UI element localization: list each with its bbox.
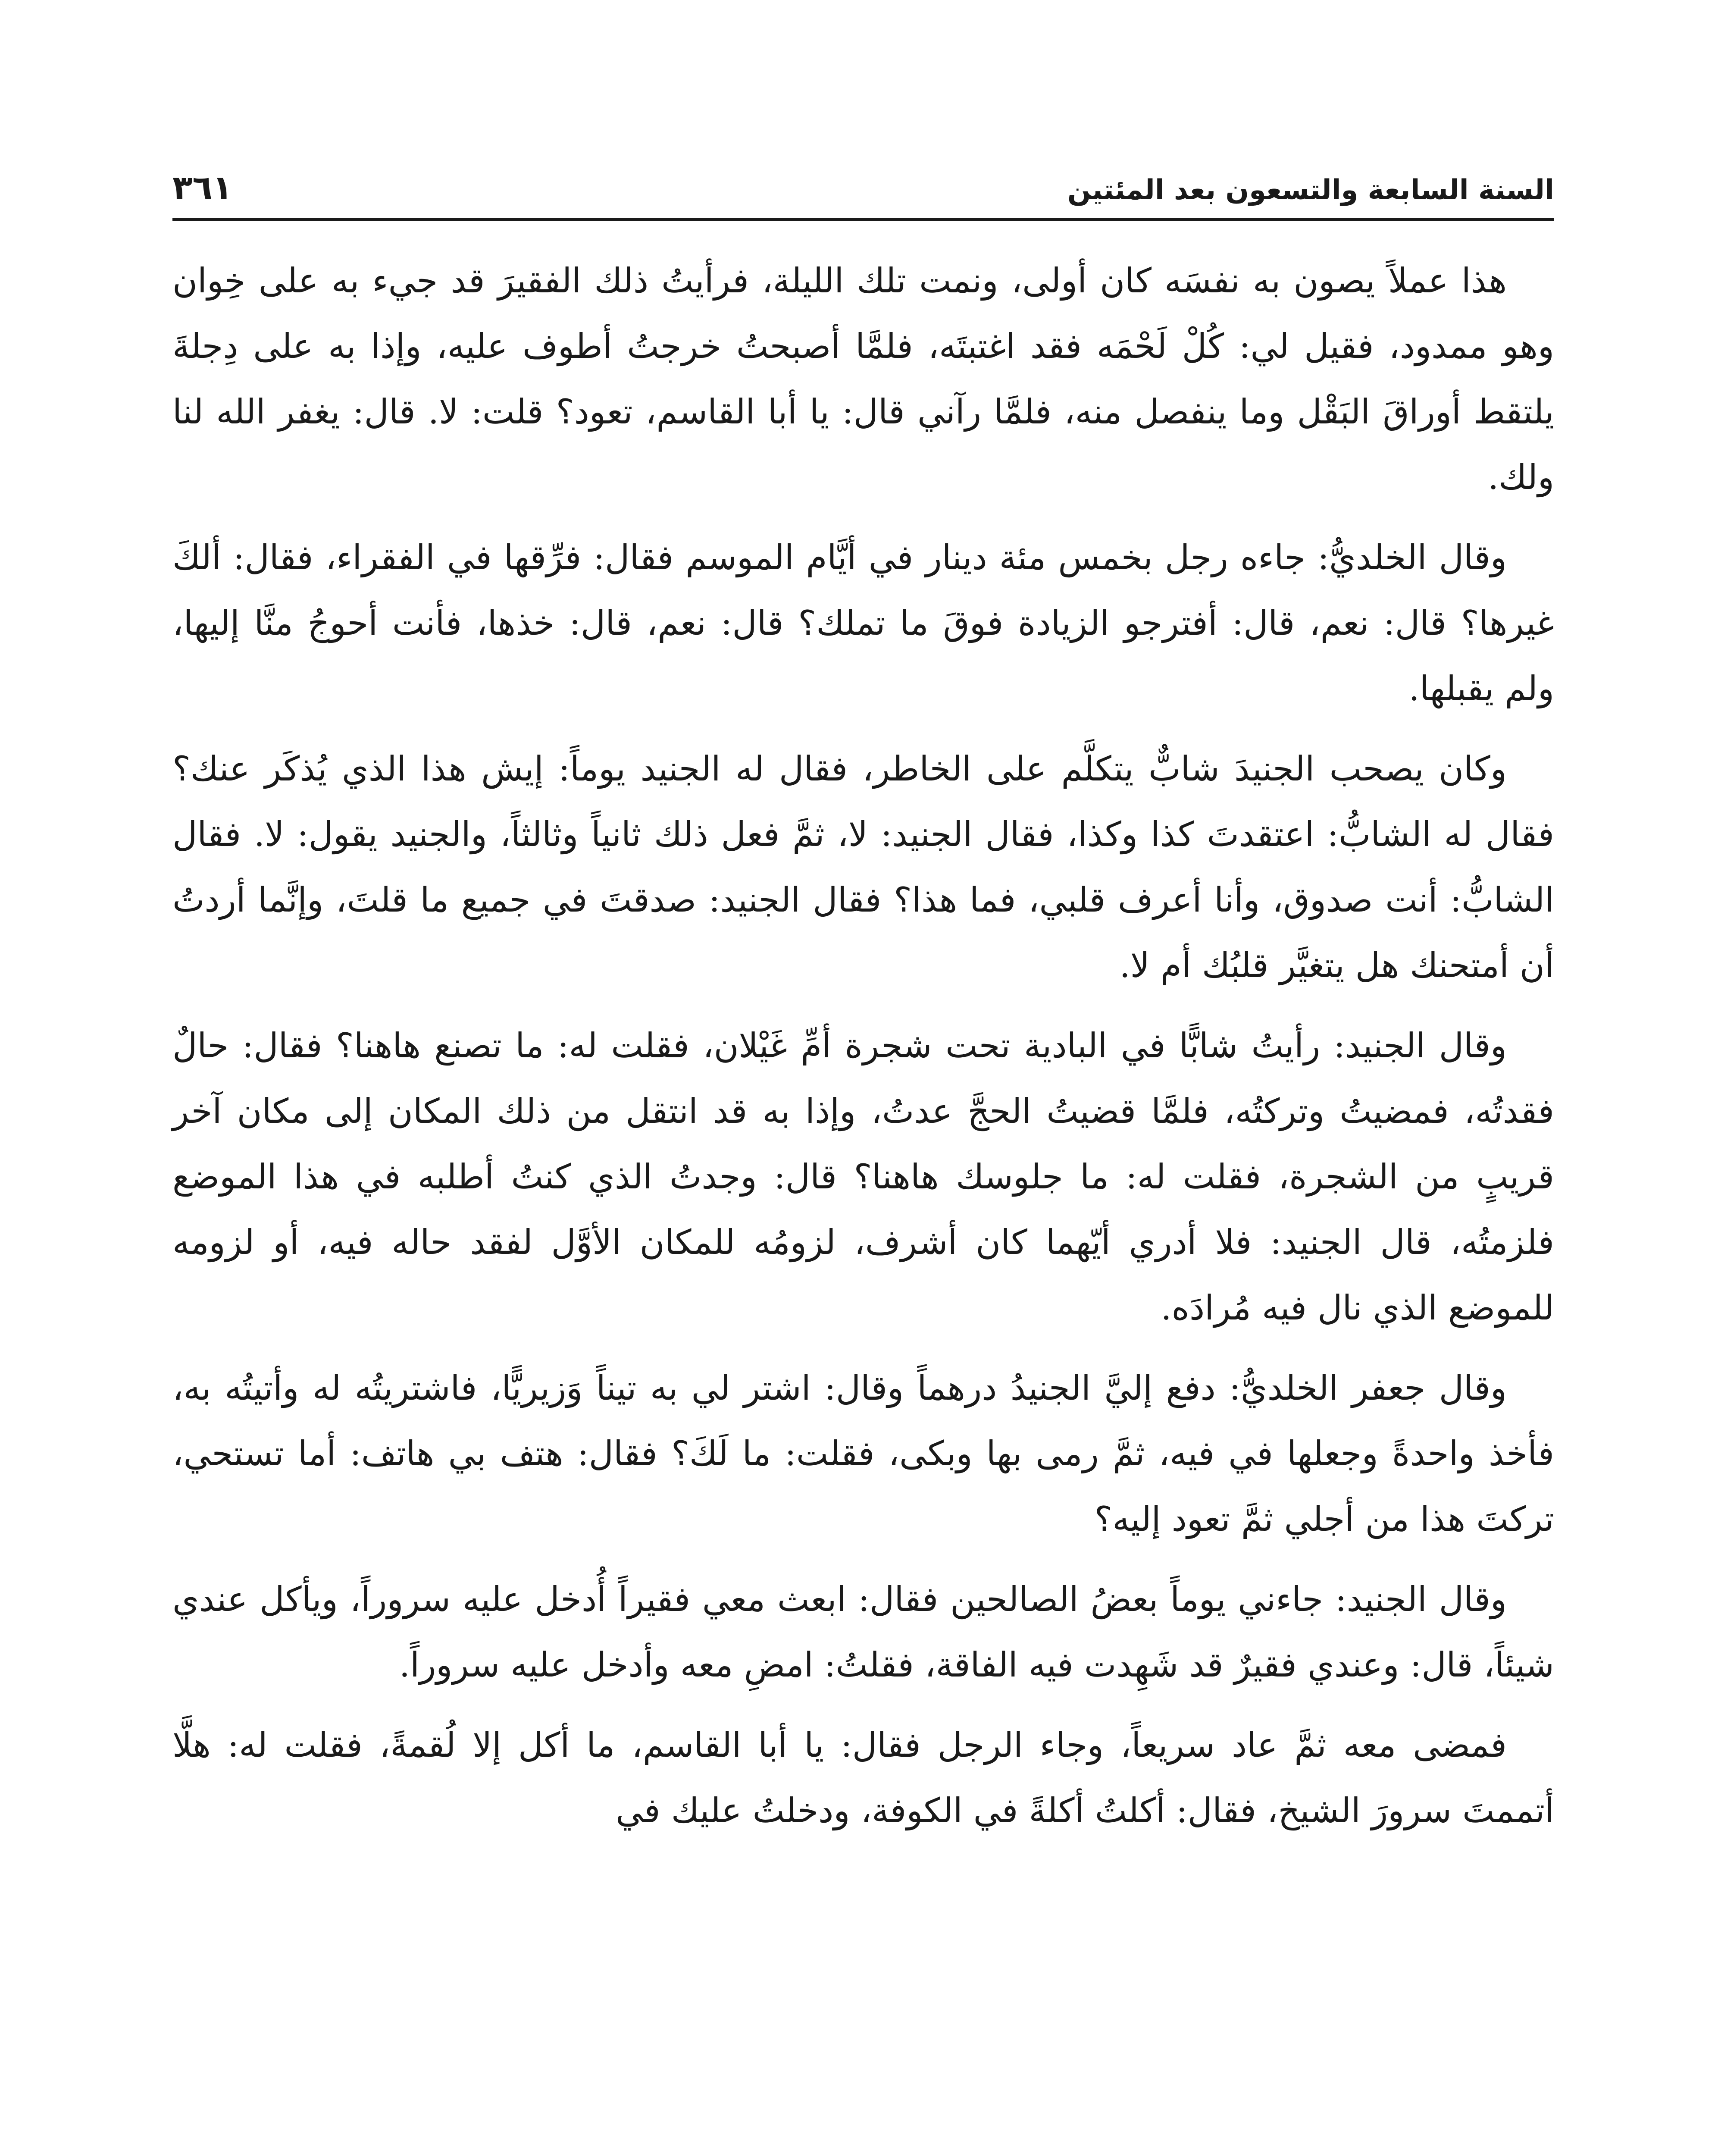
page-number: ٣٦١ — [172, 168, 233, 207]
paragraph: وقال الخلديُّ: جاءه رجل بخمس مئة دينار في أيَّام الموسم فقال: فرِّقها في الفقراء، فقال: ألكَ غيرها؟ قال: نعم، قال: أفترجو الزيادة فوقَ ما تملك؟ قال: نعم، قال: خذها، فأنت أحوجُ منَّا إليها، ولم يقبلها. — [172, 538, 1554, 708]
paragraph: وكان يصحب الجنيدَ شابٌّ يتكلَّم على الخاطر، فقال له الجنيد يوماً: إيش هذا الذي يُذكَر عنك؟ فقال له الشابُّ: اعتقدتَ كذا وكذا، فقال الجنيد: لا، ثمَّ فعل ذلك ثانياً وثالثاً، والجنيد يقول: لا. فقال الشابُّ: أنت صدوق، وأنا أعرف قلبي، فما هذا؟ فقال الجنيد: صدقتَ في جميع ما قلتَ، وإنَّما أردتُ أن أمتحنك هل يتغيَّر قلبُك أم لا. — [172, 749, 1554, 985]
page-header — [172, 142, 1554, 207]
page-body — [172, 248, 1554, 1858]
paragraph: هذا عملاً يصون به نفسَه كان أولى، ونمت تلك الليلة، فرأيتُ ذلك الفقيرَ قد جيء به على خِوان وهو ممدود، فقيل لي: كُلْ لَحْمَه فقد اغتبتَه، فلمَّا أصبحتُ خرجتُ أطوف عليه، وإذا به على دِجلةَ يلتقط أوراقَ البَقْل وما ينفصل منه، فلمَّا رآني قال: يا أبا القاسم، تعود؟ قلت: لا. قال: يغفر الله لنا ولك. — [172, 261, 1554, 497]
running-title: السنة السابعة والتسعون بعد المئتين — [1067, 174, 1554, 207]
paragraph: وقال جعفر الخلديُّ: دفع إليَّ الجنيدُ درهماً وقال: اشتر لي به تيناً وَزيريًّا، فاشتريتُه له وأتيتُه به، فأخذ واحدةً وجعلها في فيه، ثمَّ رمى بها وبكى، فقلت: ما لَكَ؟ فقال: هتف بي هاتف: أما تستحي، تركتَ هذا من أجلي ثمَّ تعود إليه؟ — [172, 1368, 1554, 1539]
paragraph: فمضى معه ثمَّ عاد سريعاً، وجاء الرجل فقال: يا أبا القاسم، ما أكل إلا لُقمةً، فقلت له: هلَّا أتممتَ سرورَ الشيخ، فقال: أكلتُ أكلةً في الكوفة، ودخلتُ عليك في — [172, 1725, 1554, 1830]
header-divider — [172, 218, 1554, 221]
paragraph: وقال الجنيد: رأيتُ شابًّا في البادية تحت شجرة أمِّ غَيْلان، فقلت له: ما تصنع هاهنا؟ فقال: حالٌ فقدتُه، فمضيتُ وتركتُه، فلمَّا قضيتُ الحجَّ عدتُ، وإذا به قد انتقل من ذلك المكان إلى مكان آخر قريبٍ من الشجرة، فقلت له: ما جلوسك هاهنا؟ قال: وجدتُ الذي كنتُ أطلبه في هذا الموضع فلزمتُه، قال الجنيد: فلا أدري أيّهما كان أشرف، لزومُه للمكان الأوَّل لفقد حاله فيه، أو لزومه للموضع الذي نال فيه مُرادَه. — [172, 1026, 1554, 1328]
paragraph: وقال الجنيد: جاءني يوماً بعضُ الصالحين فقال: ابعث معي فقيراً أُدخل عليه سروراً، ويأكل عندي شيئاً، قال: وعندي فقيرٌ قد شَهِدت فيه الفاقة، فقلتُ: امضِ معه وأدخل عليه سروراً. — [172, 1579, 1554, 1685]
